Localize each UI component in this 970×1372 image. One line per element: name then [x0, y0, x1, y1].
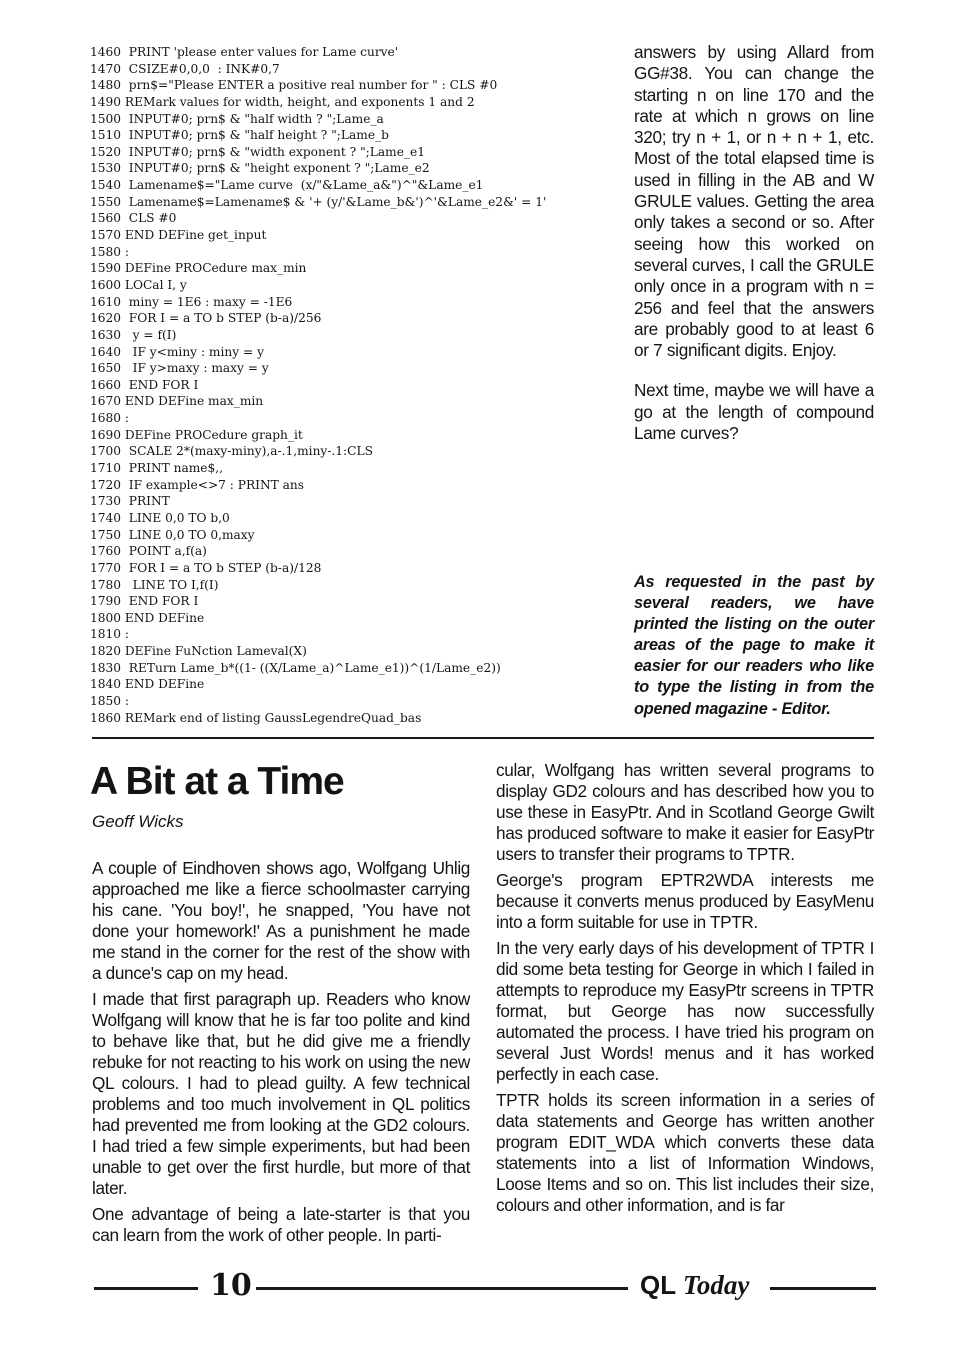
logo-ql: QL [640, 1270, 676, 1300]
code-line: 1800 END DEFine [90, 610, 205, 625]
code-line: 1520 INPUT#0; prn$ & "width exponent ? ";Lame_e1 [90, 144, 425, 159]
code-line: 1850 : [90, 693, 129, 708]
article-title: A Bit at a Time [90, 760, 344, 803]
code-line: 1570 END DEFine get_input [90, 228, 267, 243]
code-line: 1700 SCALE 2*(maxy-miny),a-.1,miny-.1:CLS [90, 444, 373, 459]
article-column-right [496, 760, 874, 1221]
code-line: 1810 : [90, 627, 129, 642]
code-line: 1600 LOCal I, y [90, 277, 187, 292]
code-line: 1500 INPUT#0; prn$ & "half width ? ";Lame_a [90, 111, 384, 126]
code-line: 1480 prn$="Please ENTER a positive real number for " : CLS #0 [90, 78, 498, 93]
code-line: 1530 INPUT#0; prn$ & "height exponent ? ";Lame_e2 [90, 161, 430, 176]
magazine-logo [640, 1270, 749, 1301]
article-author: Geoff Wicks [92, 812, 184, 831]
code-line: 1760 POINT a,f(a) [90, 544, 207, 559]
code-line: 1770 FOR I = a TO b STEP (b-a)/128 [90, 560, 322, 575]
code-line: 1640 IF y<miny : miny = y [90, 344, 264, 359]
code-line: 1730 PRINT [90, 494, 170, 509]
code-line: 1710 PRINT name$,, [90, 461, 224, 476]
code-line: 1680 : [90, 411, 129, 426]
code-line: 1820 DEFine FuNction Lameval(X) [90, 644, 307, 659]
page-number: 10 [210, 1268, 252, 1303]
code-line: 1830 RETurn Lame_b*((1- ((X/Lame_a)^Lame_e1))^(1/Lame_e2)) [90, 660, 501, 675]
code-line: 1580 : [90, 244, 129, 259]
code-line: 1610 miny = 1E6 : maxy = -1E6 [90, 294, 293, 309]
code-line: 1840 END DEFine [90, 677, 205, 692]
footer-rule [256, 1287, 628, 1290]
code-line: 1540 Lamename$="Lame curve (x/"&Lame_a&")^"&Lame_e1 [90, 178, 484, 193]
section-divider [92, 737, 874, 739]
sidebar-paragraph: Next time, maybe we will have a go at the length of compound Lame curves? [634, 380, 874, 444]
code-line: 1740 LINE 0,0 TO b,0 [90, 510, 230, 525]
article-paragraph: George's program EPTR2WDA interests me because it converts menus produced by EasyMenu into a form suitable for use in TPTR. [496, 870, 874, 932]
code-line: 1860 REMark end of listing GaussLegendreQuad_bas [90, 710, 422, 725]
logo-today: Today [682, 1270, 750, 1300]
code-line: 1490 REMark values for width, height, and exponents 1 and 2 [90, 94, 475, 109]
code-line: 1510 INPUT#0; prn$ & "half height ? ";Lame_b [90, 128, 389, 143]
code-line: 1650 IF y>maxy : maxy = y [90, 361, 269, 376]
code-line: 1660 END FOR I [90, 377, 199, 392]
article-paragraph: In the very early days of his development of TPTR I did some beta testing for George in which I failed in attempts to reproduce my EasyPtr screens in TPTR format, but George has now successfully automated the process. I have tried his program on several Just Words! menus and it has worked perfectly in each case. [496, 938, 874, 1084]
editor-note: As requested in the past by several readers, we have printed the listing on the outer areas of the page to make it easier for our readers who like to type the listing in from the opened magazine - Editor. [634, 573, 874, 718]
footer-rule [94, 1287, 198, 1290]
article-column-left [92, 858, 470, 1251]
article-paragraph: A couple of Eindhoven shows ago, Wolfgang Uhlig approached me like a fierce schoolmaster carrying his cane. 'You boy!', he snapped, 'You have not done your homework!' As a punishment he made me stand in the corner for the rest of the show with a dunce's cap on my head. [92, 858, 470, 983]
sidebar-paragraph: answers by using Allard from GG#38. You can change the starting n on line 170 and the rate at which n grows on line 320; try n + 1, or n + n + 1, etc. Most of the total elapsed time is used in filling in the AB and W GRULE values. Getting the area only takes a second or so. After seeing how this worked on several curves, I call the GRULE only once in a program with n = 256 and feel that the answers are probably good to at least 6 or 7 significant digits. Enjoy. [634, 42, 874, 361]
article-paragraph: TPTR holds its screen information in a series of data statements and George has written another program EDIT_WDA which converts these data statements into a list of Information Windows, Loose Items and so on. This list includes their size, colours and other information, and is far [496, 1090, 874, 1215]
code-listing [90, 44, 620, 726]
sidebar-text [634, 42, 874, 463]
code-line: 1620 FOR I = a TO b STEP (b-a)/256 [90, 311, 322, 326]
footer-rule [770, 1287, 876, 1290]
code-line: 1460 PRINT 'please enter values for Lame curve' [90, 45, 399, 59]
article-paragraph: One advantage of being a late-starter is that you can learn from the work of other people. In parti- [92, 1204, 470, 1245]
code-line: 1790 END FOR I [90, 594, 199, 609]
code-line: 1630 y = f(I) [90, 327, 177, 342]
article-paragraph: cular, Wolfgang has written several programs to display GD2 colours and has described how you to use these in EasyPtr. And in Scotland George Gwilt has produced software to make it easier for EasyPtr users to transfer their programs to TPTR. [496, 760, 874, 864]
article-paragraph: I made that first paragraph up. Readers who know Wolfgang will know that he is far too polite and kind to behave like that, but he did give me a friendly rebuke for not reacting to his work on using the new QL colours. I had to plead guilty. A few technical problems and too much involvement in QL politics had prevented me from looking at the GD2 colours. I had tried a few simple experiments, but had been unable to get over the first hurdle, but more of that later. [92, 989, 470, 1198]
code-line: 1780 LINE TO I,f(I) [90, 577, 219, 592]
code-line: 1720 IF example<>7 : PRINT ans [90, 477, 304, 492]
code-line: 1470 CSIZE#0,0,0 : INK#0,7 [90, 61, 280, 76]
code-line: 1590 DEFine PROCedure max_min [90, 261, 307, 276]
code-line: 1750 LINE 0,0 TO 0,maxy [90, 527, 255, 542]
code-line: 1550 Lamename$=Lamename$ & '+ (y/'&Lame_b&')^'&Lame_e2&' = 1' [90, 194, 547, 209]
code-line: 1560 CLS #0 [90, 211, 177, 226]
code-line: 1690 DEFine PROCedure graph_it [90, 427, 303, 442]
code-line: 1670 END DEFine max_min [90, 394, 264, 409]
